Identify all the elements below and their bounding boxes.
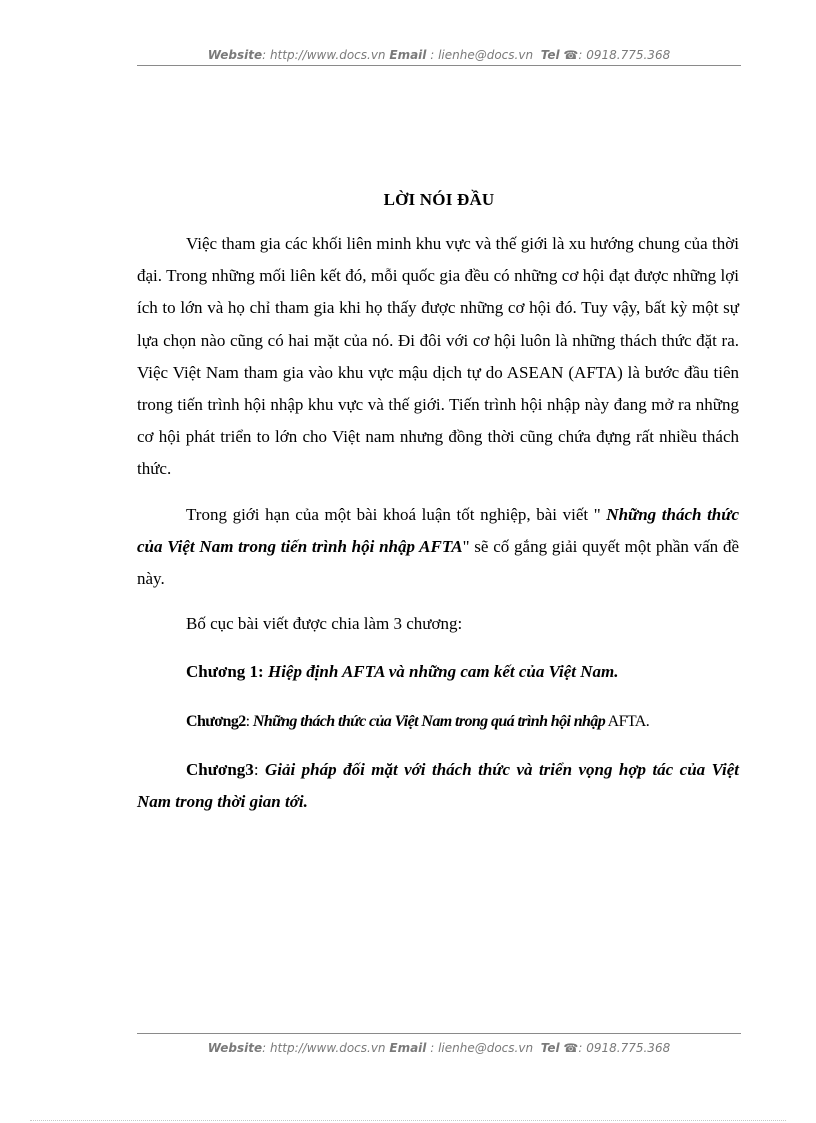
chapter-2-title: Những thách thức của Việt Nam trong quá trình hội nhập: [252, 712, 606, 730]
chapter-3-title: Giải pháp đối mặt với thách thức và triển vọng hợp tác của Việt Nam trong thời gian tới.: [137, 759, 740, 812]
header-website-value: : http://www.docs.vn: [262, 48, 386, 62]
telephone-icon: ☎: [563, 48, 579, 62]
paragraph-2-emphasis: Những thách thức của Việt Nam trong tiến trình hội nhập AFTA: [137, 504, 739, 556]
header-divider: [137, 65, 741, 66]
chapter-2-label: Chương2: [186, 712, 246, 730]
chapter-2: [137, 705, 739, 738]
page-header: [137, 48, 741, 62]
footer-email-value: : lienhe@docs.vn: [426, 1041, 534, 1055]
paragraph-2-after: " sẽ cố gắng giải quyết một phần vấn đề này.: [137, 536, 739, 589]
chapter-3-sep: :: [253, 759, 259, 779]
footer-tel-label: Tel: [540, 1041, 560, 1055]
chapter-2-suffix: AFTA.: [605, 712, 650, 730]
header-email-label: Email: [389, 48, 427, 62]
header-tel-value: : 0918.775.368: [578, 48, 671, 62]
paragraph-3: Bố cục bài viết được chia làm 3 chương:: [186, 614, 463, 634]
page-title: LỜI NÓI ĐẦU: [383, 190, 495, 209]
footer-website-value: : http://www.docs.vn: [262, 1041, 386, 1055]
footer-tel-value: : 0918.775.368: [578, 1041, 671, 1055]
telephone-icon: ☎: [563, 1041, 579, 1055]
chapter-1-title: Hiệp định AFTA và những cam kết của Việt Nam.: [267, 662, 619, 682]
paragraph-2-before: Trong giới hạn của một bài khoá luận tốt nghiệp, bài viết ": [186, 504, 601, 524]
chapter-2-sep: :: [245, 712, 250, 730]
chapter-3: [137, 754, 739, 818]
header-email-value: : lienhe@docs.vn: [426, 48, 534, 62]
chapter-1: [137, 656, 739, 688]
paragraph-1: Việc tham gia các khối liên minh khu vực và thế giới là xu hướng chung của thời đại. Trong những mối liên kết đó, mỗi quốc gia đều có những cơ hội đạt được những lợi ích to lớn và họ chỉ tham gia khi họ thấy được những cơ hội đó. Tuy vậy, bất kỳ một sự lựa chọn nào cũng có hai mặt của nó. Đi đôi với cơ hội luôn là những thách thức đặt ra. Việc Việt Nam tham gia vào khu vực mậu dịch tự do ASEAN (AFTA) là bước đầu tiên trong tiến trình hội nhập khu vực và thế giới. Tiến trình hội nhập này đang mở ra những cơ hội phát triển to lớn cho Việt nam nhưng đồng thời cũng chứa đựng rất nhiều thách thức.: [137, 234, 739, 479]
header-tel-label: Tel: [540, 48, 560, 62]
footer-divider: [137, 1033, 741, 1034]
chapter-1-label: Chương 1:: [186, 662, 264, 682]
page-footer: [137, 1041, 741, 1055]
page-bottom-edge: [30, 1120, 786, 1121]
footer-website-label: Website: [207, 1041, 263, 1055]
footer-email-label: Email: [389, 1041, 427, 1055]
chapter-3-label: Chương3: [186, 759, 254, 779]
header-website-label: Website: [207, 48, 263, 62]
document-body: [137, 228, 739, 818]
paragraph-2: [137, 499, 739, 596]
